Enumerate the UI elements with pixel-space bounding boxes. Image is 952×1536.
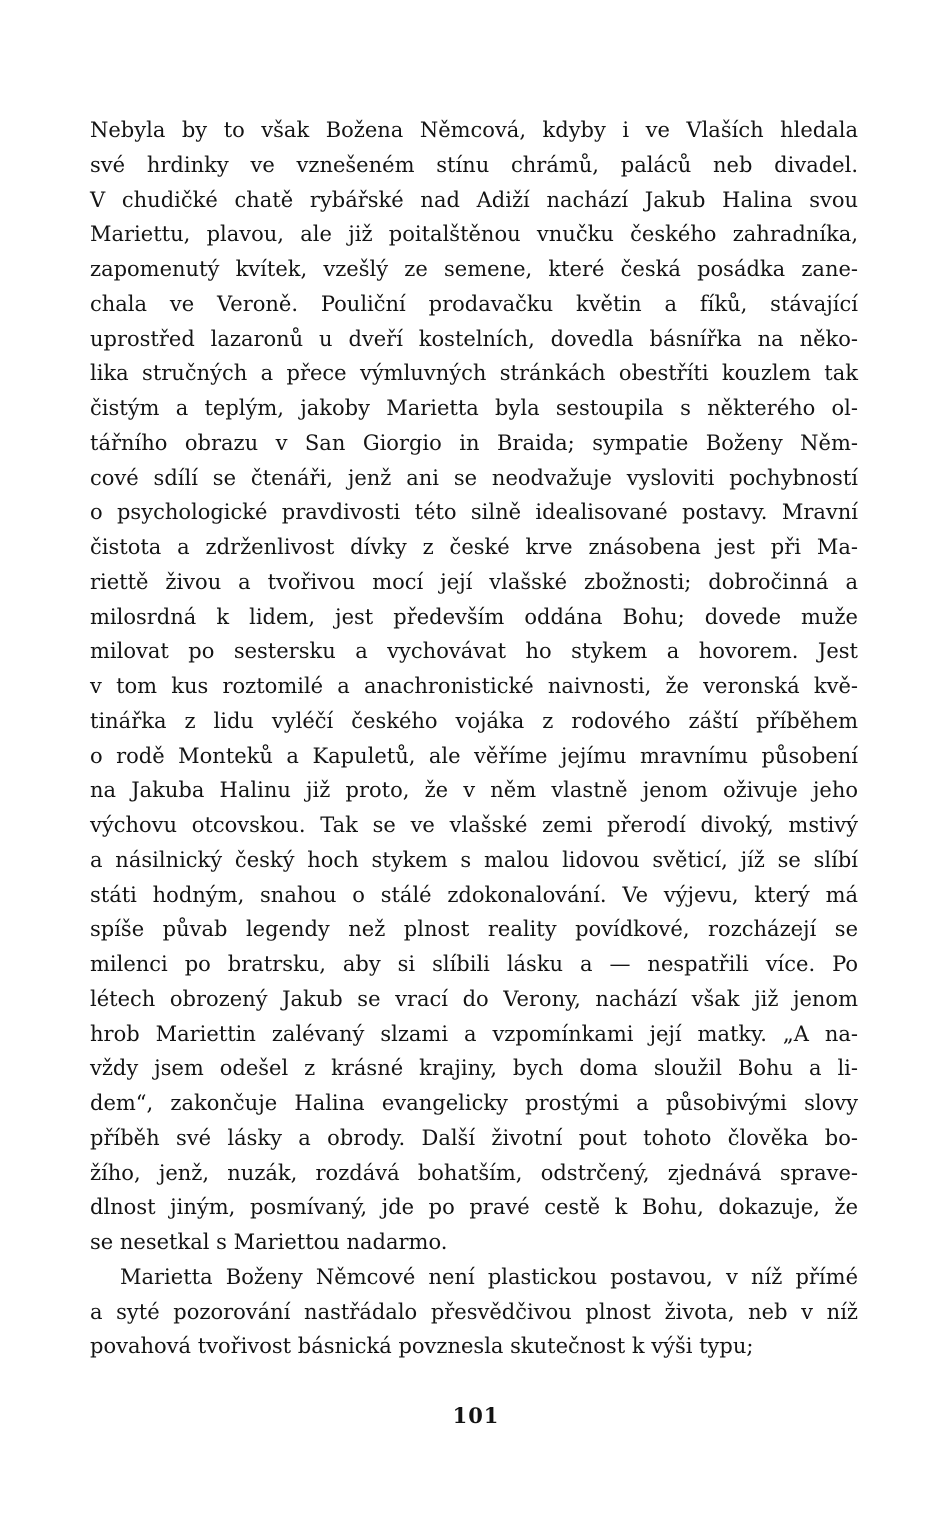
text-line: povahová tvořivost básnická povznesla skutečnost k výši typu; xyxy=(90,1334,754,1359)
text-line: riettě živou a tvořivou mocí její vlašské zbožnosti; dobročinná a xyxy=(90,569,858,594)
text-line: zapomenutý kvítek, vzešlý ze semene, které česká posádka zane- xyxy=(90,257,858,281)
text-line: čistým a teplým, jakoby Marietta byla sestoupila s některého ol- xyxy=(90,396,858,420)
text-line: uprostřed lazaronů u dveří kostelních, dovedla básnířka na něko- xyxy=(90,326,858,351)
text-line: v tom kus roztomilé a anachronistické naivnosti, že veronská kvě- xyxy=(90,674,858,698)
text-line: na Jakuba Halinu již proto, že v něm vlastně jenom oživuje jeho xyxy=(90,778,858,803)
text-line: a syté pozorování nastřádalo přesvědčivou plnost života, neb v níž xyxy=(90,1299,858,1324)
text-line: V chudičké chatě rybářské nad Adiží nachází Jakub Halina svou xyxy=(90,187,858,212)
text-line: příběh své lásky a obrody. Další životní pout tohoto člověka bo- xyxy=(90,1125,858,1150)
text-line: lika stručných a přece výmluvných stránkách obestříti kouzlem tak xyxy=(90,361,858,386)
text-line: se nesetkal s Mariettou nadarmo. xyxy=(90,1230,448,1254)
text-line: Mariettu, plavou, ale již poitalštěnou vnučku českého zahradníka, xyxy=(90,222,858,247)
text-line: milovat po sestersku a vychovávat ho stykem a hovorem. Jest xyxy=(90,639,858,664)
text-line: státi hodným, snahou o stálé zdokonalování. Ve výjevu, který má xyxy=(90,882,858,907)
text-line: cové sdílí se čtenáři, jenž ani se neodvažuje vysloviti pochybností xyxy=(90,465,858,490)
paragraph xyxy=(90,113,858,1260)
text-line: Marietta Boženy Němcové není plastickou postavou, v níž přímé xyxy=(120,1264,858,1289)
text-line: tinářka z lidu vyléčí českého vojáka z rodového záští příběhem xyxy=(90,708,858,733)
text-line: Nebyla by to však Božena Němcová, kdyby i ve Vlaších hledala xyxy=(90,118,858,142)
text-line: o psychologické pravdivosti této silně idealisované postavy. Mravní xyxy=(90,500,858,525)
text-line: a násilnický český hoch stykem s malou lidovou světicí, jíž se slíbí xyxy=(90,847,858,872)
text-line: létech obrozený Jakub se vrací do Verony, nachází však již jenom xyxy=(90,986,858,1011)
text-line: žího, jenž, nuzák, rozdává bohatším, odstrčený, zjednává sprave- xyxy=(90,1160,858,1185)
paragraph xyxy=(90,1260,858,1364)
body-text xyxy=(90,113,858,1364)
text-line: vždy jsem odešel z krásné krajiny, bych doma sloužil Bohu a li- xyxy=(90,1056,858,1081)
text-line: chala ve Veroně. Pouliční prodavačku květin a fíků, stávající xyxy=(90,291,858,316)
text-line: o rodě Monteků a Kapuletů, ale věříme jejímu mravnímu působení xyxy=(90,743,858,768)
text-line: hrob Mariettin zalévaný slzami a vzpomínkami její matky. „A na- xyxy=(90,1021,858,1046)
text-line: spíše půvab legendy než plnost reality povídkové, rozcházejí se xyxy=(90,917,858,942)
text-line: výchovu otcovskou. Tak se ve vlašské zemi přerodí divoký, mstivý xyxy=(90,813,858,837)
text-line: čistota a zdrženlivost dívky z české krve znásobena jest při Ma- xyxy=(90,535,858,559)
text-line: milenci po bratrsku, aby si slíbili lásku a — nespatřili více. Po xyxy=(90,952,858,976)
text-line: tářního obrazu v San Giorgio in Braida; sympatie Boženy Něm- xyxy=(90,430,858,455)
text-line: své hrdinky ve vznešeném stínu chrámů, paláců neb divadel. xyxy=(90,152,858,177)
text-line: milosrdná k lidem, jest především oddána Bohu; dovede muže xyxy=(90,604,858,629)
text-line: dem“, zakončuje Halina evangelicky prostými a působivými slovy xyxy=(90,1091,858,1115)
page-number: 101 xyxy=(452,1403,500,1428)
text-line: dlnost jiným, posmívaný, jde po pravé cestě k Bohu, dokazuje, že xyxy=(90,1195,858,1220)
